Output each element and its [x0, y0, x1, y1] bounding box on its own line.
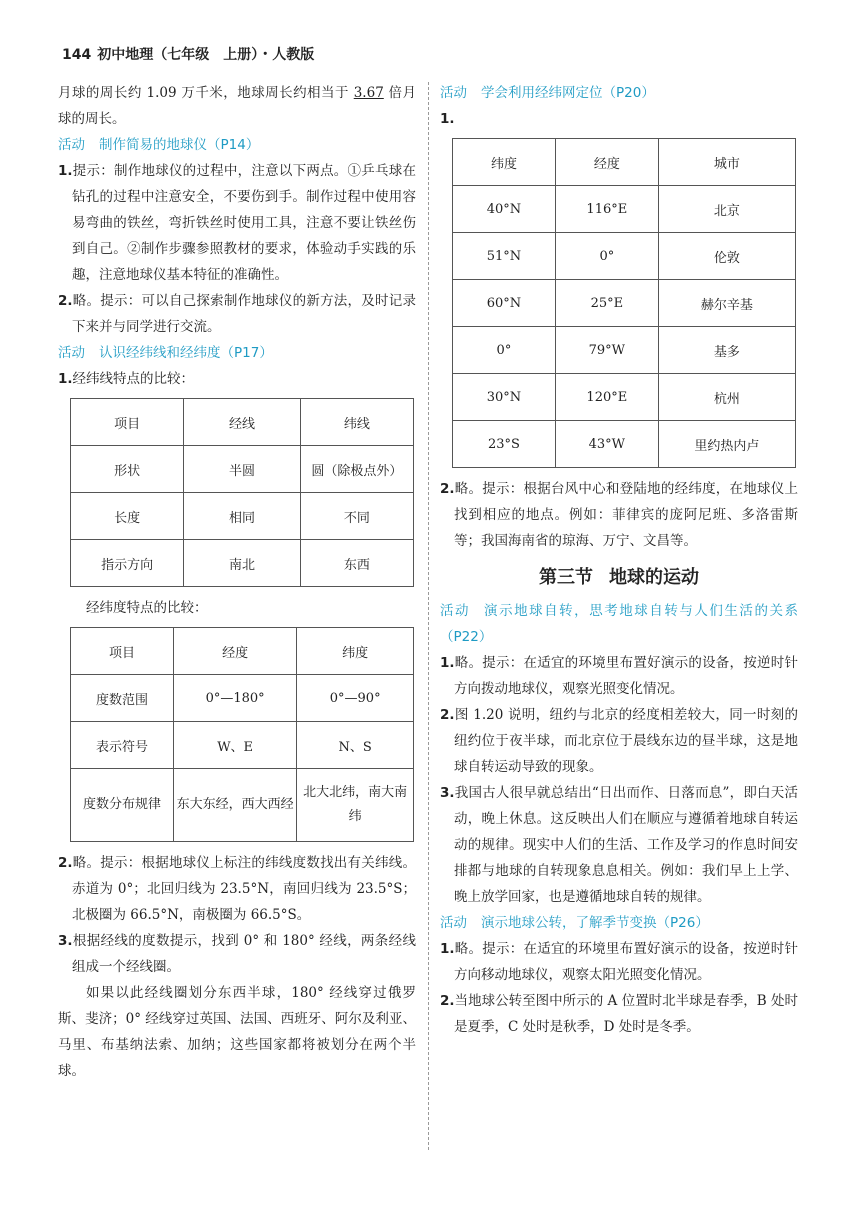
column-divider: [428, 82, 429, 1150]
table-degrees-comparison: [70, 627, 414, 842]
answer-item: 1.略。提示：在适宜的环境里布置好演示的设备，按逆时针方向移动地球仪，观察太阳光照变化情况。: [440, 941, 798, 983]
book-title: 初中地理（七年级 上册）・人教版: [97, 47, 315, 63]
table-row: 60°N 25°E 赫尔辛基: [453, 280, 796, 327]
answer-item: 3.我国古人很早就总结出“日出而作、日落而息”，即白天活动，晚上休息。这反映出人们在顺应与遵循着地球自转运动的规律。现实中人们的生活、工作及学习的作息时间安排都与地球的自转现象息息相关。例如：我们早上上学、晚上放学回家，也是遵循地球自转的规律。: [440, 785, 798, 905]
table-row: 指示方向 南北 东西: [71, 540, 414, 587]
answer-item: 1.经纬线特点的比较：: [58, 371, 195, 387]
page-number: 144: [62, 47, 92, 63]
table-row: 度数分布规律 东大东经，西大西经 北大北纬，南大南纬: [71, 769, 414, 842]
table-row: 形状 半圆 圆（除极点外）: [71, 446, 414, 493]
answer-item: 2.略。提示：根据地球仪上标注的纬线度数找出有关纬线。赤道为 0°；北回归线为 23.5°N，南回归线为 23.5°S；北极圈为 66.5°N，南极圈为 66.5°S。: [58, 855, 416, 923]
table-row: 长度 相同 不同: [71, 493, 414, 540]
answer-item: 2.略。提示：根据台风中心和登陆地的经纬度，在地球仪上找到相应的地点。例如：菲律宾的庞阿尼班、多洛雷斯等；我国海南省的琼海、万宁、文昌等。: [440, 481, 798, 549]
activity-heading-revolution: 活动 演示地球公转，了解季节变换（P26）: [440, 915, 709, 931]
answer-item: 3.根据经线的度数提示，找到 0° 和 180° 经线，两条经线组成一个经线圈。: [58, 933, 416, 975]
table-row: 纬度 经度 城市: [453, 139, 796, 186]
answer-item: 1.: [440, 111, 455, 127]
left-column: [58, 80, 416, 1084]
paragraph-intro: 月球的周长约 1.09 万千米，地球周长约相当于 3.67 倍月球的周长。: [58, 85, 417, 127]
table-row: 40°N 116°E 北京: [453, 186, 796, 233]
table-row: 表示符号 W、E N、S: [71, 722, 414, 769]
table-caption: 经纬度特点的比较：: [86, 600, 208, 616]
activity-heading-grid: 活动 学会利用经纬网定位（P20）: [440, 85, 655, 101]
table-city-coordinates: [452, 138, 796, 468]
table-row: 23°S 43°W 里约热内卢: [453, 421, 796, 468]
answer-item: 2.当地球公转至图中所示的 A 位置时北半球是春季，B 处时是夏季，C 处时是秋季，D 处时是冬季。: [440, 993, 798, 1035]
activity-heading-globe: 活动 制作简易的地球仪（P14）: [58, 137, 260, 153]
table-row: 0° 79°W 基多: [453, 327, 796, 374]
activity-heading-rotation: 活动 演示地球自转，思考地球自转与人们生活的关系（P22）: [440, 603, 799, 645]
table-row: 30°N 120°E 杭州: [453, 374, 796, 421]
table-row: 项目 经度 纬度: [71, 628, 414, 675]
answer-item: 2.略。提示：可以自己探索制作地球仪的新方法，及时记录下来并与同学进行交流。: [58, 293, 416, 335]
page-header: [62, 44, 314, 64]
section-title: 第三节 地球的运动: [539, 567, 699, 588]
table-row: 项目 经线 纬线: [71, 399, 414, 446]
paragraph: 如果以此经线圈划分东西半球，180° 经线穿过俄罗斯、斐济；0° 经线穿过英国、法国、西班牙、阿尔及利亚、马里、布基纳法索、加纳；这些国家都将被划分在两个半球。: [58, 985, 416, 1079]
table-row: 51°N 0° 伦敦: [453, 233, 796, 280]
answer-item: 1.提示：制作地球仪的过程中，注意以下两点。①乒乓球在钻孔的过程中注意安全，不要伤到手。制作过程中使用容易弯曲的铁丝，弯折铁丝时使用工具，注意不要让铁丝伤到自己。②制作步骤参照教材的要求，体验动手实践的乐趣，注意地球仪基本特征的准确性。: [58, 163, 416, 283]
table-row: 度数范围 0°—180° 0°—90°: [71, 675, 414, 722]
activity-heading-lines: 活动 认识经纬线和经纬度（P17）: [58, 345, 273, 361]
answer-item: 1.略。提示：在适宜的环境里布置好演示的设备，按逆时针方向拨动地球仪，观察光照变化情况。: [440, 655, 798, 697]
answer-item: 2.图 1.20 说明，纽约与北京的经度相差较大，同一时刻的纽约位于夜半球，而北京位于晨线东边的昼半球，这是地球自转运动导致的现象。: [440, 707, 798, 775]
table-lines-comparison: [70, 398, 414, 587]
right-column: [440, 80, 798, 1040]
